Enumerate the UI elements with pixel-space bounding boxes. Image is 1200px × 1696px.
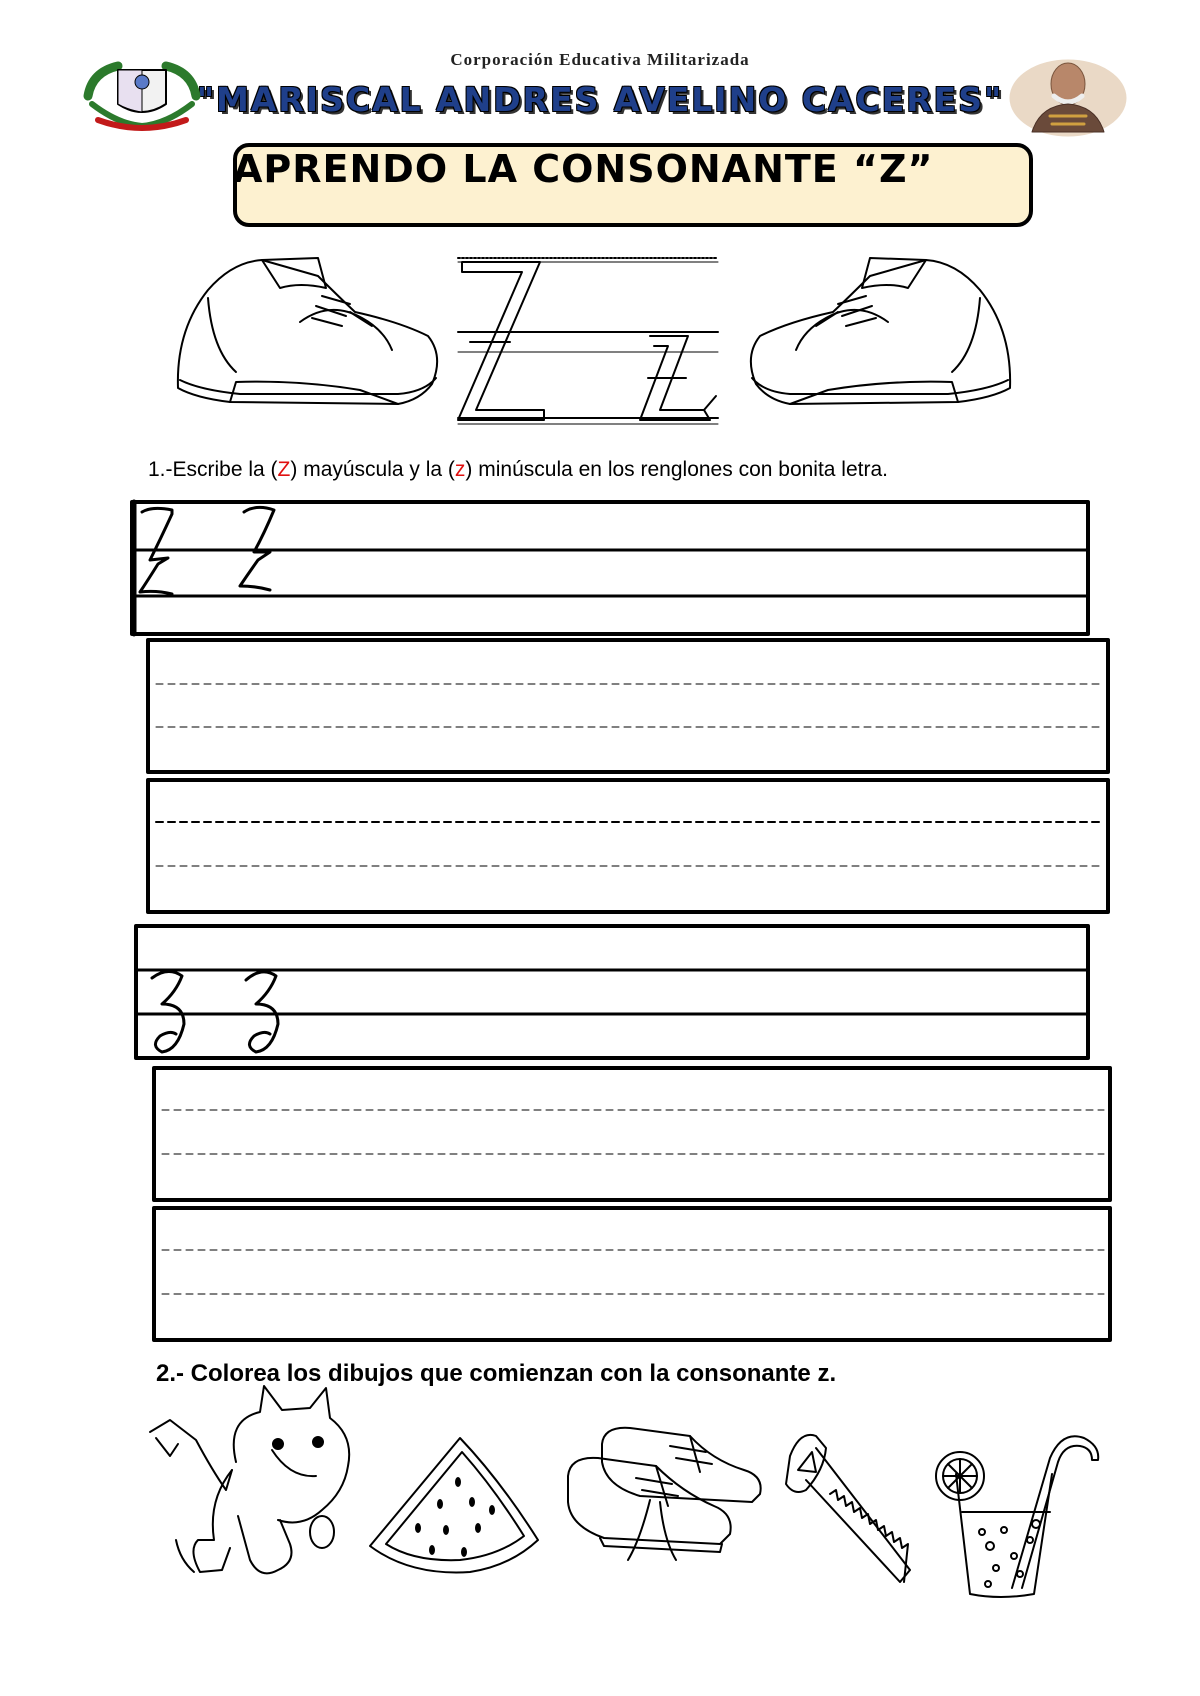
corporation-label: Corporación Educativa Militarizada <box>450 50 750 69</box>
shoe-right-icon <box>751 258 1010 404</box>
historic-portrait-icon <box>1010 60 1126 136</box>
practice-block-2 <box>148 780 1108 912</box>
page-title: APRENDO LA CONSONANTE “Z” <box>233 147 934 191</box>
saw-icon <box>786 1435 910 1582</box>
shoe-left-icon <box>178 258 437 404</box>
practice-block-3 <box>154 1068 1110 1200</box>
school-crest-icon <box>88 66 196 128</box>
model-block-uppercase <box>132 502 1088 634</box>
exercise1-upper-letter: Z <box>277 458 291 481</box>
exercise1-suffix: ) minúscula en los renglones con bonita letra. <box>465 458 888 481</box>
school-name: "MARISCAL ANDRES AVELINO CACERES" <box>196 80 1004 119</box>
juice-glass-icon <box>936 1436 1098 1597</box>
shoes-icon <box>568 1428 761 1560</box>
exercise1-prefix: 1.-Escribe la ( <box>148 458 278 481</box>
letter-z-guide <box>458 258 718 424</box>
practice-block-1 <box>148 640 1108 772</box>
practice-block-4 <box>154 1208 1110 1340</box>
model-block-lowercase <box>136 926 1088 1058</box>
watermelon-slice-icon <box>370 1438 538 1572</box>
exercise1-middle: ) mayúscula y la ( <box>290 458 455 481</box>
fox-icon <box>150 1386 349 1573</box>
exercise1-lower-letter: z <box>454 458 466 481</box>
exercise2-instruction: 2.- Colorea los dibujos que comienzan con la consonante z. <box>156 1360 837 1387</box>
